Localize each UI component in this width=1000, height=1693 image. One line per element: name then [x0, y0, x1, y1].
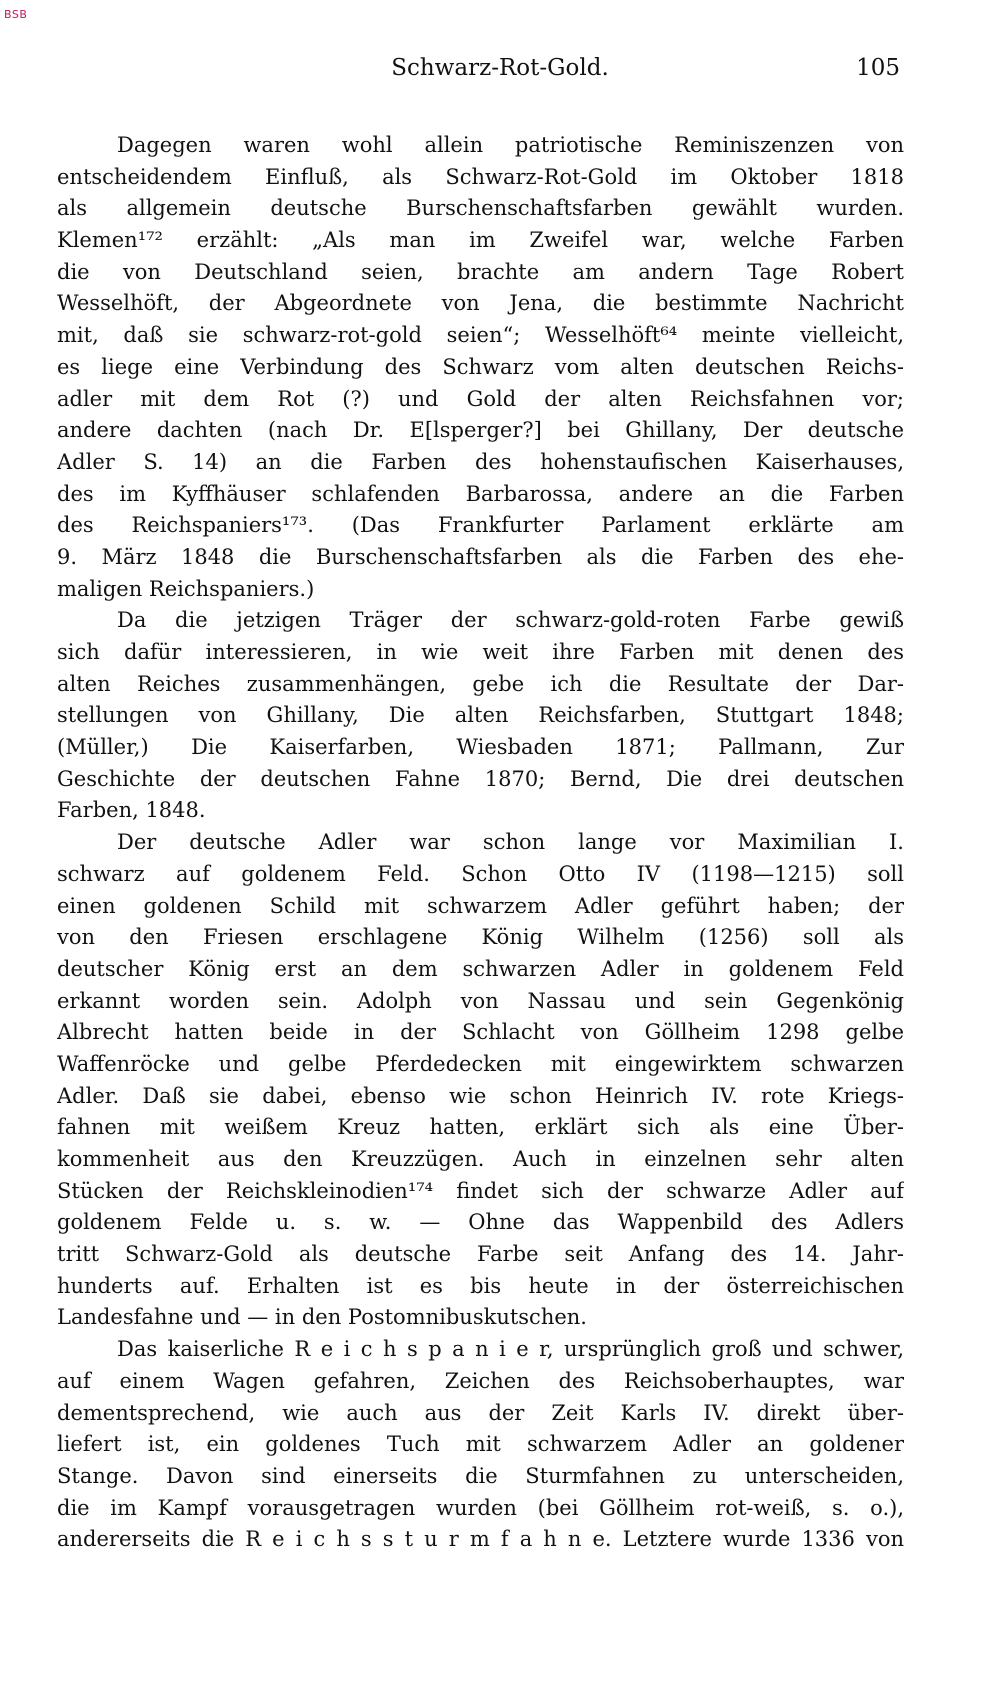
text-line: dementsprechend, wie auch aus der Zeit Karls IV. direkt über- [57, 1400, 904, 1425]
text-line: goldenem Felde u. s. w. — Ohne das Wappenbild des Adlers [57, 1210, 904, 1235]
text-line: entscheidendem Einfluß, als Schwarz-Rot-Gold im Oktober 1818 [57, 164, 904, 189]
text-line: andere dachten (nach Dr. E[lsperger?] bei Ghillany, Der deutsche [57, 418, 904, 443]
text-line: andererseits die R e i c h s s t u r m f a h n e. Letztere wurde 1336 von [57, 1527, 904, 1552]
text-line: stellungen von Ghillany, Die alten Reichsfarben, Stuttgart 1848; [57, 703, 904, 728]
text-line: des Reichspaniers¹⁷³. (Das Frankfurter Parlament erklärte am [57, 513, 904, 538]
text-line: Adler S. 14) an die Farben des hohenstaufischen Kaiserhauses, [57, 449, 904, 474]
text-line: alten Reiches zusammenhängen, gebe ich die Resultate der Dar- [57, 671, 904, 696]
text-line: Da die jetzigen Träger der schwarz-gold-roten Farbe gewiß [117, 608, 904, 633]
text-line: Stücken der Reichskleinodien¹⁷⁴ findet sich der schwarze Adler auf [57, 1178, 904, 1203]
text-line: Waffenröcke und gelbe Pferdedecken mit eingewirktem schwarzen [57, 1051, 904, 1076]
body-text [57, 130, 904, 1556]
text-line: die im Kampf vorausgetragen wurden (bei Göllheim rot-weiß, s. o.), [57, 1495, 904, 1520]
text-line: Dagegen waren wohl allein patriotische Reminiszenzen von [117, 133, 904, 157]
text-line: Klemen¹⁷² erzählt: „Als man im Zweifel war, welche Farben [57, 228, 904, 253]
text-line: sich dafür interessieren, in wie weit ihre Farben mit denen des [57, 640, 904, 664]
text-line: Wesselhöft, der Abgeordnete von Jena, die bestimmte Nachricht [57, 291, 904, 316]
text-line: Stange. Davon sind einerseits die Sturmfahnen zu unterscheiden, [57, 1463, 904, 1488]
text-line: einen goldenen Schild mit schwarzem Adler geführt haben; der [57, 893, 904, 918]
text-line: von den Friesen erschlagene König Wilhelm (1256) soll als [57, 925, 904, 950]
text-line: liefert ist, ein goldenes Tuch mit schwarzem Adler an goldener [57, 1432, 904, 1457]
text-line: erkannt worden sein. Adolph von Nassau und sein Gegenkönig [57, 988, 904, 1013]
text-line: Albrecht hatten beide in der Schlacht von Göllheim 1298 gelbe [57, 1020, 904, 1045]
text-line: Adler. Daß sie dabei, ebenso wie schon Heinrich IV. rote Kriegs- [57, 1083, 904, 1108]
text-line: fahnen mit weißem Kreuz hatten, erklärt sich als eine Über- [57, 1115, 904, 1140]
library-watermark: BSB [4, 8, 28, 21]
text-line: Das kaiserliche R e i c h s p a n i e r, ursprünglich groß und schwer, [117, 1337, 904, 1362]
text-line: kommenheit aus den Kreuzzügen. Auch in einzelnen sehr alten [57, 1147, 904, 1171]
text-line: Der deutsche Adler war schon lange vor Maximilian I. [117, 830, 904, 855]
text-line: mit, daß sie schwarz-rot-gold seien“; Wesselhöft⁶⁴ meinte vielleicht, [57, 323, 904, 348]
text-line: Geschichte der deutschen Fahne 1870; Bernd, Die drei deutschen [57, 766, 904, 791]
text-line: schwarz auf goldenem Feld. Schon Otto IV (1198—1215) soll [57, 861, 904, 886]
text-line: (Müller,) Die Kaiserfarben, Wiesbaden 1871; Pallmann, Zur [57, 735, 904, 760]
running-title: Schwarz-Rot-Gold. [391, 55, 609, 81]
text-line: als allgemein deutsche Burschenschaftsfarben gewählt wurden. [57, 196, 904, 221]
text-line: auf einem Wagen gefahren, Zeichen des Reichsoberhauptes, war [57, 1368, 904, 1393]
text-line: Farben, 1848. [57, 798, 206, 823]
text-line: tritt Schwarz-Gold als deutsche Farbe seit Anfang des 14. Jahr- [57, 1242, 904, 1267]
text-line: adler mit dem Rot (?) und Gold der alten Reichsfahnen vor; [57, 386, 904, 411]
text-line: maligen Reichspaniers.) [57, 576, 315, 601]
text-line: die von Deutschland seien, brachte am andern Tage Robert [57, 259, 904, 284]
page-number: 105 [856, 55, 900, 81]
text-line: des im Kyffhäuser schlafenden Barbarossa, andere an die Farben [57, 481, 904, 506]
text-line: es liege eine Verbindung des Schwarz vom alten deutschen Reichs- [57, 354, 904, 379]
text-line: Landesfahne und — in den Postomnibuskutschen. [57, 1305, 587, 1330]
text-line: 9. März 1848 die Burschenschaftsfarben als die Farben des ehe- [57, 544, 904, 569]
text-line: deutscher König erst an dem schwarzen Adler in goldenem Feld [57, 956, 904, 981]
text-line: hunderts auf. Erhalten ist es bis heute in der österreichischen [57, 1273, 904, 1298]
